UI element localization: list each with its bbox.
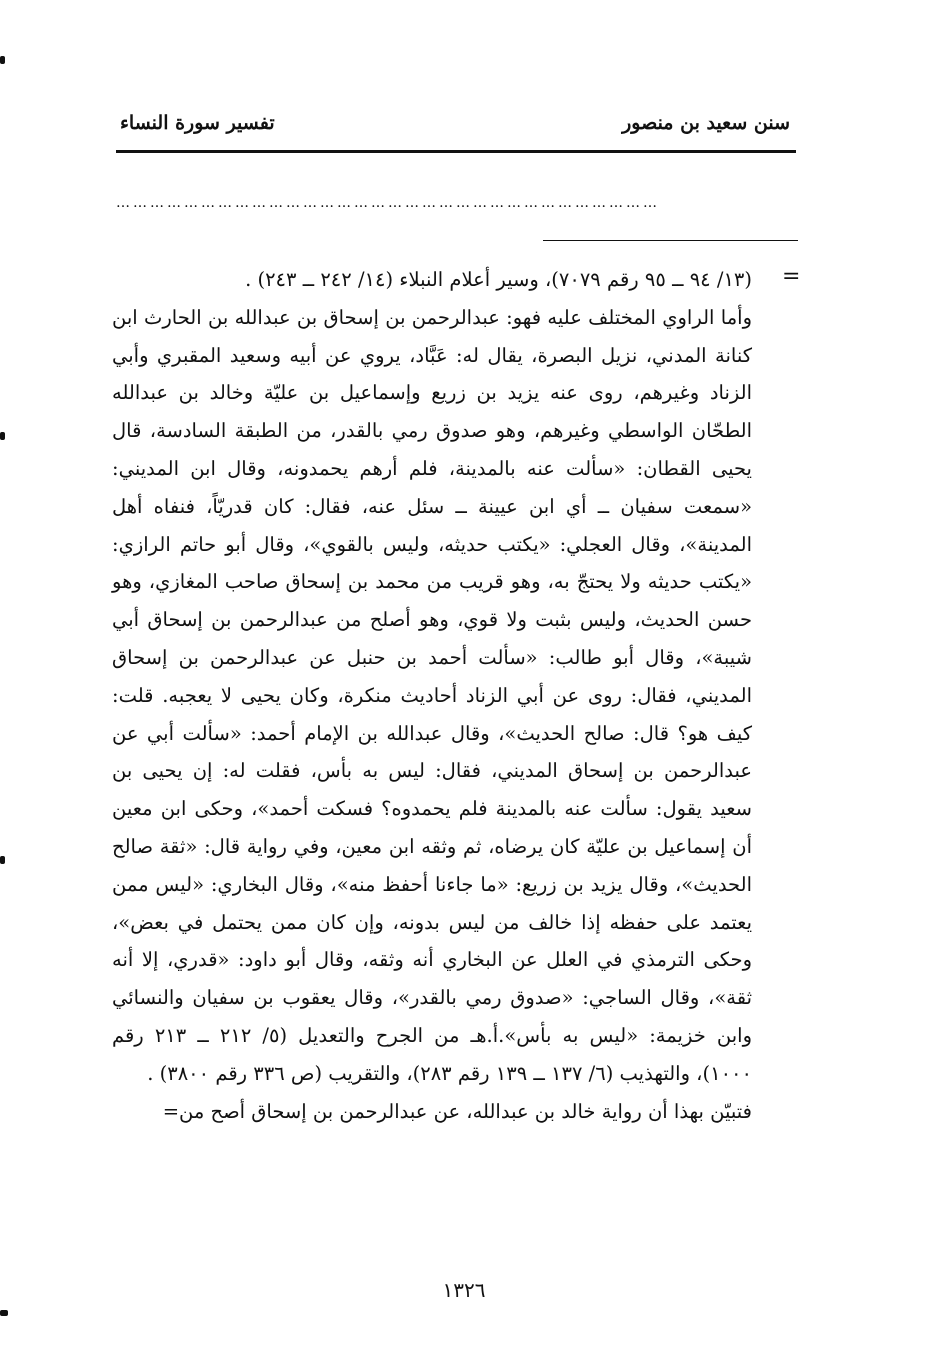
header-rule (116, 150, 796, 153)
scan-mark (0, 56, 5, 64)
footnote-rule (543, 240, 798, 241)
section-title: تفسير سورة النساء (120, 112, 275, 134)
continuation-mark: = (782, 264, 801, 289)
scan-mark (0, 1310, 8, 1316)
page-number: ١٣٢٦ (442, 1278, 486, 1302)
footnote-body (112, 261, 752, 1130)
scan-mark (0, 856, 5, 864)
footnote-paragraph: فتبيّن بهذا أن رواية خالد بن عبدالله، عن عبدالرحمن بن إسحاق أصح من= (162, 1099, 752, 1123)
dotted-separator: …………………………………………………………………………………… (116, 196, 660, 210)
footnote-paragraph: (١٣/ ٩٤ ــ ٩٥ رقم ٧٠٧٩)، وسير أعلام النبلاء (١٤/ ٢٤٢ ــ ٢٤٣) . (245, 268, 752, 291)
book-title: سنن سعيد بن منصور (622, 112, 790, 134)
scan-mark (0, 432, 5, 440)
footnote-paragraph: وأما الراوي المختلف عليه فهو: عبدالرحمن بن إسحاق بن عبدالله بن الحارث ابن كنانة المدني، نزيل البصرة، يقال له: عَبَّاد، يروي عن أبيه وسعيد المقبري وأبي الزناد وغيرهم، روى عنه يزيد بن زريع وإسماعيل بن عليّة وخالد بن عبدالله الطحّان الواسطي وغيرهم، وهو صدوق رمي بالقدر، من الطبقة السادسة، قال يحيى القطان: «سألت عنه بالمدينة، فلم أرهم يحمدونه، وقال ابن المديني: «سمعت سفيان ــ أي ابن عيينة ــ سئل عنه، فقال: كان قدريّاً، فنفاه أهل المدينة»، وقال العجلي: «يكتب حديثه، وليس بالقوي»، وقال أبو حاتم الرازي: «يكتب حديثه ولا يحتجّ به، وهو قريب من محمد بن إسحاق صاحب المغازي، وهو حسن الحديث، وليس بثبت ولا قوي، وهو أصلح من عبدالرحمن بن إسحاق أبي شيبة»، وقال أبو طالب: «سألت أحمد بن حنبل عن عبدالرحمن بن إسحاق المديني، فقال: روى عن أبي الزناد أحاديث منكرة، وكان يحيى لا يعجبه. قلت: كيف هو؟ قال: صالح الحديث»، وقال عبدالله بن الإمام أحمد: «سألت أبي عن عبدالرحمن بن إسحاق المديني، فقال: ليس به بأس، فقلت له: إن يحيى بن سعيد يقول: سألت عنه بالمدينة فلم يحمدوه؟ فسكت أحمد»، وحكى ابن معين أن إسماعيل بن عليّة كان يرضاه، ثم وثقه ابن معين، وفي رواية قال: «ثقة صالح الحديث»، وقال يزيد بن زريع: «ما جاءنا أحفظ منه»، وقال البخاري: «ليس ممن يعتمد على حفظه إذا خالف من ليس بدونه، وإن كان ممن يحتمل في بعض»، وحكى الترمذي في العلل عن البخاري أنه وثقه، وقال أبو داود: «قدري، إلا أنه ثقة»، وقال الساجي: «صدوق رمي بالقدر»، وقال يعقوب بن سفيان والنسائي وابن خزيمة: «ليس به بأس».أ.هـ من الجرح والتعديل (٥/ ٢١٢ ــ ٢١٣ رقم ١٠٠٠)، والتهذيب (٦/ ١٣٧ ــ ١٣٩ رقم ٢٨٣)، والتقريب (ص ٣٣٦ رقم ٣٨٠٠) . (112, 305, 752, 1085)
